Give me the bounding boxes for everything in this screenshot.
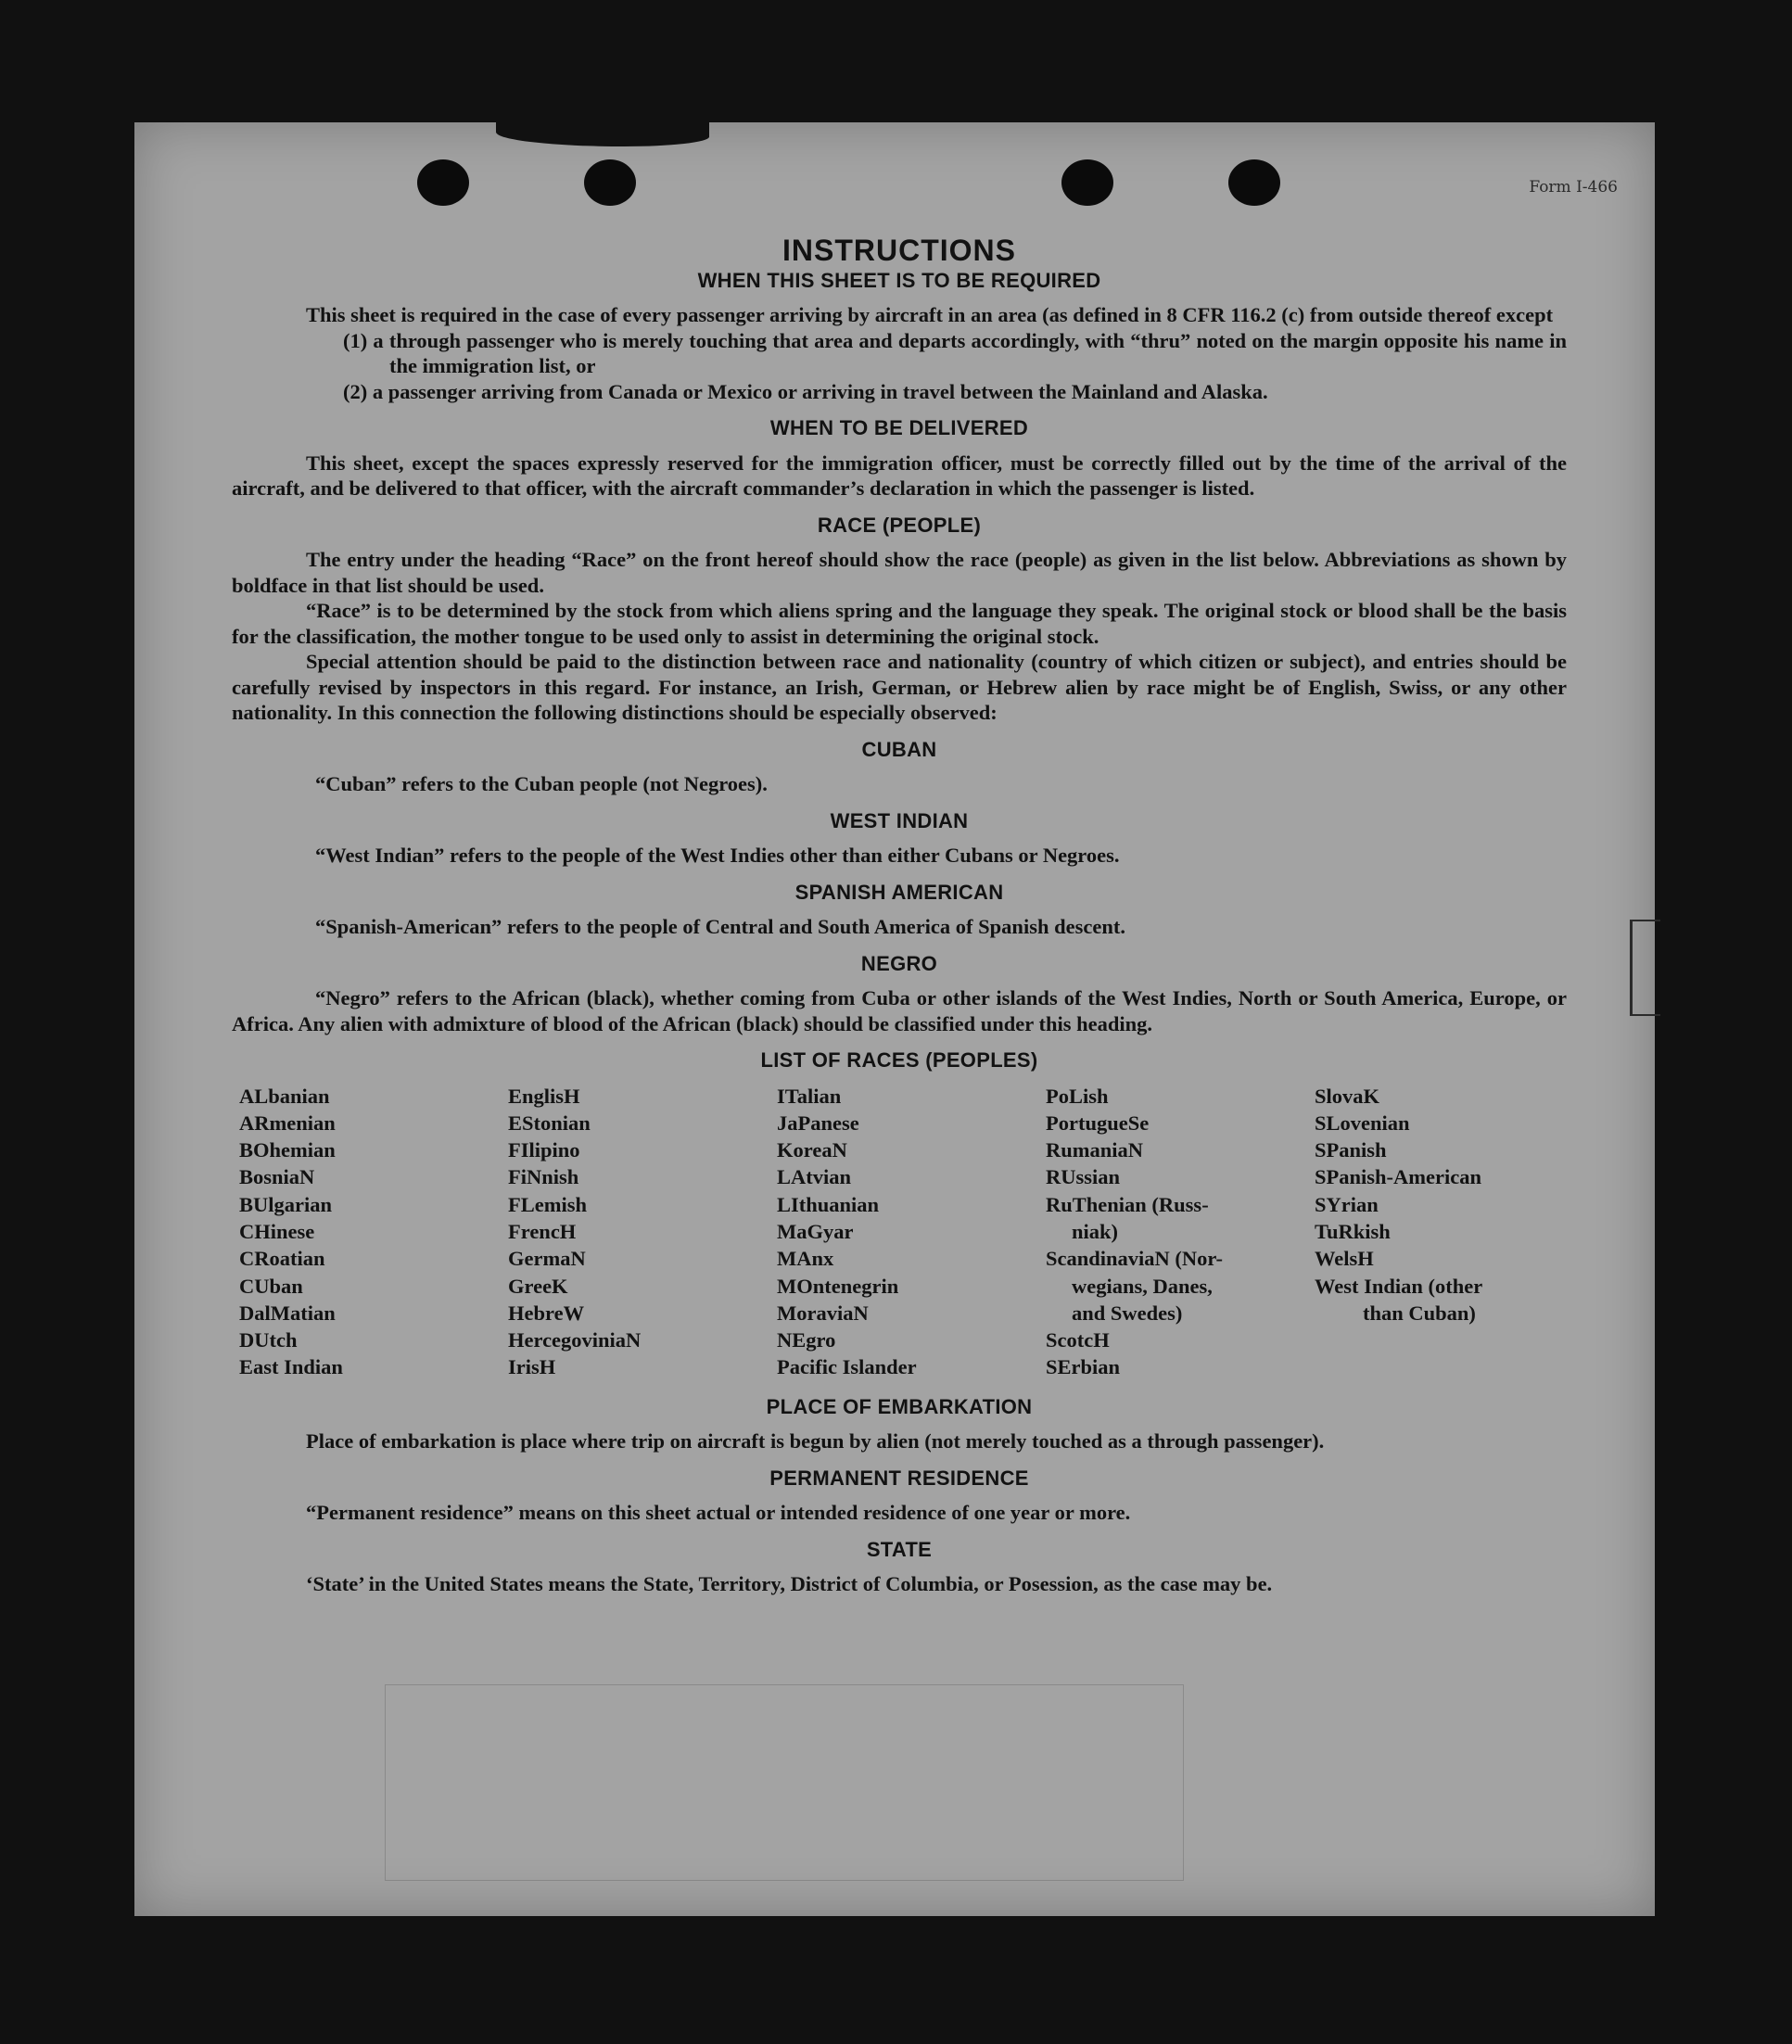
torn-edge (496, 122, 709, 146)
race-column-2 (508, 1083, 777, 1381)
required-intro: This sheet is required in the case of every passenger arriving by aircraft in an area (as defined in 8 CFR 116.2 (c) from outside thereof except (306, 303, 1554, 326)
list-item: SPanish (1315, 1138, 1387, 1162)
heading-west-indian: WEST INDIAN (830, 808, 969, 832)
list-item: RuThenian (Russ- (1046, 1192, 1209, 1216)
list-item: wegians, Danes, (1072, 1274, 1213, 1298)
list-item: SYrian (1315, 1192, 1379, 1216)
list-item: DUtch (239, 1328, 298, 1352)
race-paragraph-3: Special attention should be paid to the distinction between race and nationality (country of which citizen or subject), and entries should be carefully revised by inspectors in this regard. For instance, an Irish, German, or Hebrew alien by race might be of English, Swiss, or any other nationality. In this connection the following distinctions should be especially observed: (232, 650, 1567, 724)
list-item: MAnx (777, 1247, 834, 1271)
residence-text: “Permanent residence” means on this sheet actual or intended residence of one year or more. (306, 1501, 1131, 1525)
list-item: ALbanian (239, 1084, 330, 1108)
list-item: IrisH (508, 1355, 556, 1379)
list-item: Pacific Islander (777, 1355, 917, 1379)
list-item: BUlgarian (239, 1192, 333, 1216)
list-item: PoLish (1046, 1084, 1109, 1108)
heading-spanish-american: SPANISH AMERICAN (794, 880, 1004, 904)
list-item: LIthuanian (777, 1192, 880, 1216)
heading-negro: NEGRO (860, 951, 938, 975)
list-item: MoraviaN (777, 1301, 869, 1325)
race-paragraph-1: The entry under the heading “Race” on the front hereof should show the race (people) as given in the list below. Abbreviations as shown by boldface in that list should be used. (232, 548, 1567, 597)
heading-list-of-races: LIST OF RACES (PEOPLES) (760, 1048, 1038, 1072)
list-item: niak) (1072, 1219, 1119, 1243)
list-item: GreeK (508, 1274, 568, 1298)
list-item: SPanish-American (1315, 1165, 1481, 1189)
list-item: CRoatian (239, 1247, 325, 1271)
punch-hole-icon (1061, 159, 1113, 206)
required-item-2: (2) a passenger arriving from Canada or Mexico or arriving in travel between the Mainland and Alaska. (343, 379, 1268, 403)
list-item: than Cuban) (1363, 1301, 1476, 1325)
page-title: INSTRUCTIONS (782, 234, 1016, 267)
document-page (134, 122, 1655, 1916)
heading-residence: PERMANENT RESIDENCE (769, 1466, 1029, 1490)
list-item: FiNnish (508, 1165, 579, 1189)
list-item: CUban (239, 1274, 303, 1298)
list-item: FrencH (508, 1219, 577, 1243)
list-item: FLemish (508, 1192, 588, 1216)
list-item: GermaN (508, 1247, 586, 1271)
list-item: ScotcH (1046, 1328, 1110, 1352)
form-number: Form I-466 (1529, 178, 1618, 197)
list-item: East Indian (239, 1355, 343, 1379)
list-item: BOhemian (239, 1138, 336, 1162)
punch-hole-icon (417, 159, 469, 206)
race-list (239, 1083, 1567, 1381)
list-item: HercegoviniaN (508, 1328, 642, 1352)
list-item: ITalian (777, 1084, 842, 1108)
negro-text: “Negro” refers to the African (black), whether coming from Cuba or other islands of the West Indies, North or South America, Europe, or Africa. Any alien with admixture of blood of the African (black) should be classified under this heading. (232, 986, 1567, 1035)
cuban-text: “Cuban” refers to the Cuban people (not Negroes). (315, 772, 768, 795)
punch-hole-icon (584, 159, 636, 206)
list-item: CHinese (239, 1219, 315, 1243)
heading-delivered: WHEN TO BE DELIVERED (769, 416, 1029, 439)
list-item: NEgro (777, 1328, 836, 1352)
heading-embarkation: PLACE OF EMBARKATION (766, 1394, 1033, 1418)
state-text: ‘State’ in the United States means the State, Territory, District of Columbia, or Posession, as the case may be. (306, 1572, 1273, 1596)
list-item: EnglisH (508, 1084, 580, 1108)
delivered-text: This sheet, except the spaces expressly reserved for the immigration officer, must be correctly filled out by the time of the arrival of the aircraft, and be delivered to that officer, with the aircraft commander’s declaration in which the passenger is listed. (232, 451, 1567, 500)
list-item: EStonian (508, 1111, 591, 1135)
list-item: West Indian (other (1315, 1274, 1483, 1298)
list-item: TuRkish (1315, 1219, 1391, 1243)
west-indian-text: “West Indian” refers to the people of the West Indies other than either Cubans or Negroes. (315, 844, 1120, 867)
list-item: and Swedes) (1072, 1301, 1183, 1325)
punch-hole-icon (1228, 159, 1280, 206)
instructions-body (232, 234, 1567, 1597)
heading-race: RACE (PEOPLE) (817, 513, 982, 537)
list-item: SErbian (1046, 1355, 1121, 1379)
list-item: DalMatian (239, 1301, 336, 1325)
list-item: MOntenegrin (777, 1274, 899, 1298)
race-paragraph-2: “Race” is to be determined by the stock from which aliens spring and the language they speak. The original stock or blood shall be the basis for the classification, the mother tongue to be used only to assist in determining the original stock. (232, 599, 1567, 648)
list-item: MaGyar (777, 1219, 854, 1243)
list-item: FIlipino (508, 1138, 580, 1162)
binding-clip (1630, 920, 1660, 1016)
list-item: PortugueSe (1046, 1111, 1150, 1135)
list-item: KoreaN (777, 1138, 847, 1162)
list-item: WelsH (1315, 1247, 1374, 1271)
list-item: ARmenian (239, 1111, 336, 1135)
embarkation-text: Place of embarkation is place where trip on aircraft is begun by alien (not merely touched as a through passenger). (306, 1429, 1325, 1454)
race-column-3 (777, 1083, 1046, 1381)
list-item: ScandinaviaN (Nor- (1046, 1247, 1224, 1271)
list-item: RUssian (1046, 1165, 1121, 1189)
list-item: SLovenian (1315, 1111, 1410, 1135)
heading-required: WHEN THIS SHEET IS TO BE REQUIRED (697, 268, 1101, 292)
race-column-5 (1315, 1083, 1583, 1381)
race-column-1 (239, 1083, 508, 1381)
required-item-1: (1) a through passenger who is merely touching that area and departs accordingly, with “thru” noted on the margin opposite his name in the immigration list, or (343, 328, 1567, 377)
list-item: JaPanese (777, 1111, 859, 1135)
list-item: HebreW (508, 1301, 585, 1325)
list-item: BosniaN (239, 1165, 315, 1189)
list-item: LAtvian (777, 1165, 852, 1189)
list-item: SlovaK (1315, 1084, 1380, 1108)
spanish-american-text: “Spanish-American” refers to the people of Central and South America of Spanish descent. (315, 915, 1125, 938)
bleed-through-box (385, 1684, 1184, 1881)
list-item: RumaniaN (1046, 1138, 1144, 1162)
heading-cuban: CUBAN (861, 737, 937, 761)
heading-state: STATE (866, 1537, 933, 1561)
race-column-4 (1046, 1083, 1315, 1381)
